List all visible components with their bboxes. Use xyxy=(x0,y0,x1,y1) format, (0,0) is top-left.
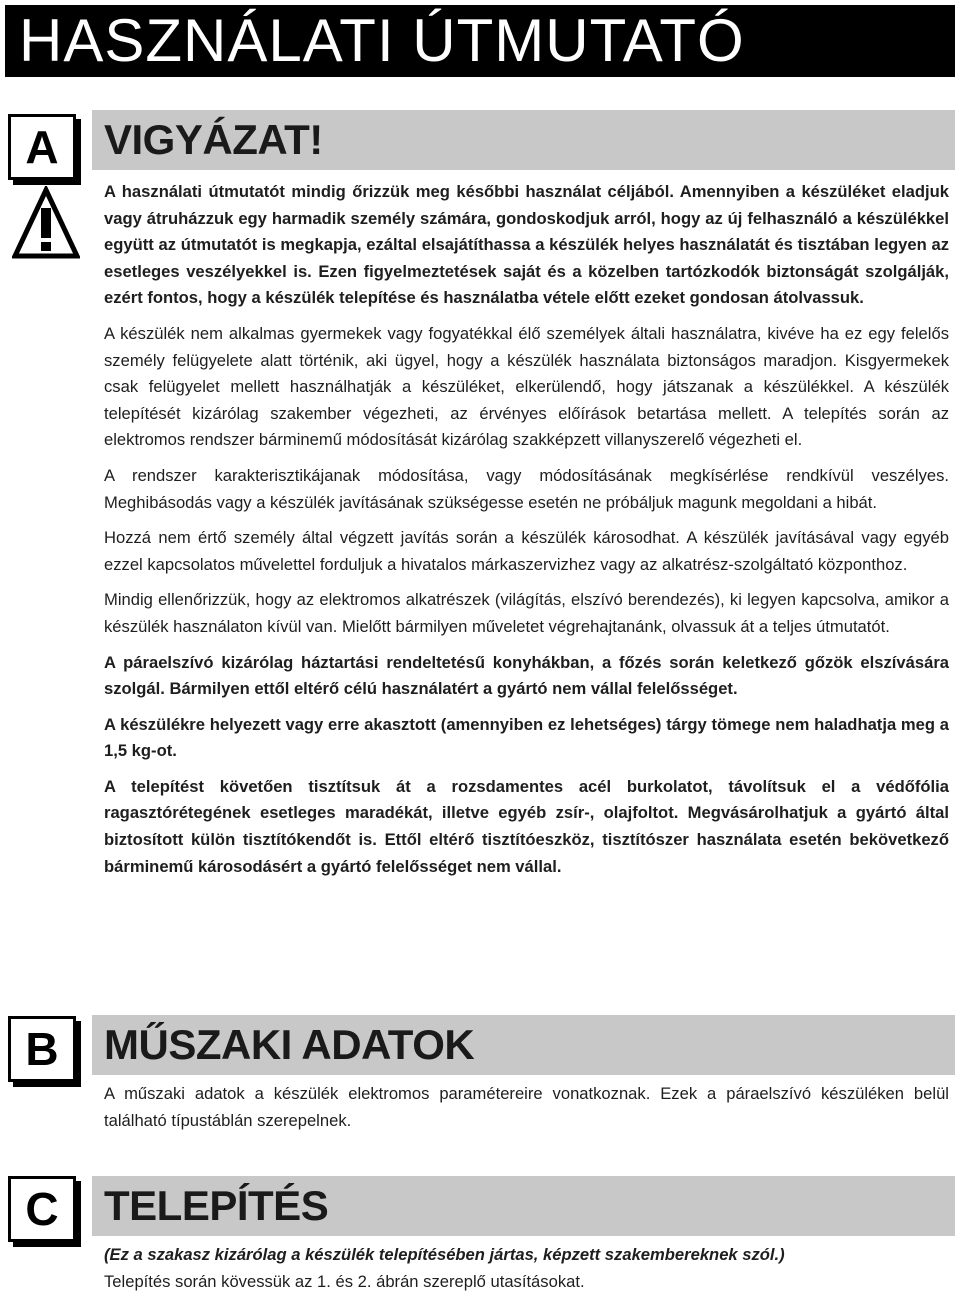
section-c-body xyxy=(104,1242,949,1304)
section-b-body xyxy=(104,1081,949,1143)
section-a-title: VIGYÁZAT! xyxy=(104,116,323,163)
section-b-letter: B xyxy=(8,1016,76,1082)
warning-triangle-icon xyxy=(12,186,80,260)
section-b-title: MŰSZAKI ADATOK xyxy=(104,1021,475,1068)
warning-paragraph: A készülékre helyezett vagy erre akasztott (amennyiben ez lehetséges) tárgy tömege nem haladhatja meg a 1,5 kg-ot. xyxy=(104,714,949,761)
section-c-title: TELEPÍTÉS xyxy=(104,1182,329,1229)
document-title-bar xyxy=(5,5,955,77)
warning-paragraph: A telepítést követően tisztítsuk át a rozsdamentes acél burkolatot, távolítsuk el a védőfólia ragasztórétegének esetleges maradékát, illetve egyéb zsír-, olajfoltot. Megvásárolhatjuk a gyártó által biztosított külön tisztítókendőt is. Ettől eltérő tisztítóeszköz, tisztítószer használata esetén bekövetkező bárminemű károsodásért a gyártó felelősséget nem vállal. xyxy=(104,776,949,876)
warning-paragraph: Mindig ellenőrizzük, hogy az elektromos alkatrészek (világítás, elszívó berendezés), ki legyen kapcsolva, amikor a készülék használaton kívül van. Mielőtt bármilyen műveletet végrehajtanánk, olvassuk át a teljes útmutatót. xyxy=(104,590,949,636)
section-a-letter: A xyxy=(8,114,76,180)
section-c-header xyxy=(92,1176,955,1236)
document-title: HASZNÁLATI ÚTMUTATÓ xyxy=(19,7,745,74)
installation-note: (Ez a szakasz kizárólag a készülék telepítésében jártas, képzett szakembereknek szól.) xyxy=(104,1245,785,1264)
warning-paragraph: A rendszer karakterisztikájanak módosítása, vagy módosításának megkísérlése rendkívül veszélyes. Meghibásodás vagy a készülék javításának szükségesse esetén ne próbáljuk magunk megoldani a hibát. xyxy=(104,465,949,512)
section-a-body xyxy=(104,179,949,889)
installation-paragraph: Telepítés során kövessük az 1. és 2. ábrán szereplő utasításokat. xyxy=(104,1271,585,1291)
warning-paragraph: A használati útmutatót mindig őrizzük meg későbbi használat céljából. Amennyiben a készüléket eladjuk vagy átruházzuk egy harmadik személy számára, gondoskodjuk arról, hogy az új felhasználó a készülékkel együtt az útmutatót is megkapja, ezáltal elsajátíthassa a készülék helyes használatát és tisztában legyen az esetleges veszélyekkel is. Ezen figyelmeztetések saját és a közelben tartózkodók biztonságát szolgálják, ezért fontos, hogy a készülék telepítése és használatba vétele előtt ezeket gondosan átolvassuk. xyxy=(104,182,949,308)
section-b-header xyxy=(92,1015,955,1075)
technical-data-paragraph: A műszaki adatok a készülék elektromos paramétereire vonatkoznak. Ezek a páraelszívó készüléken belül található típustáblán szerepelnek. xyxy=(104,1084,949,1130)
section-c-letter: C xyxy=(8,1176,76,1242)
warning-paragraph: A páraelszívó kizárólag háztartási rendeltetésű konyhákban, a főzés során keletkező gőzök elszívására szolgál. Bármilyen ettől eltérő célú használatért a gyártó nem vállal felelősséget. xyxy=(104,652,949,699)
warning-paragraph: A készülék nem alkalmas gyermekek vagy fogyatékkal élő személyek általi használatra, kivéve ha ez egy felelős személy felügyelete alatt történik, aki ügyel, hogy a készülék használata biztonságos maradjon. Kisgyermekek csak felügyelet mellett használhatják a készüléket, elkerülendő, hogy játszanak a készülékkel. A készülék telepítését kizárólag szakember végezheti, az érvényes előírások betartása mellett. A telepítés során az elektromos rendszer bárminemű módosítását kizárólag szakképzett villanyszerelő végezheti el. xyxy=(104,323,949,450)
warning-paragraph: Hozzá nem értő személy által végzett javítás során a készülék károsodhat. A készülék javításával vagy egyéb ezzel kapcsolatos művelettel forduljuk a hivatalos márkaszervizhez vagy az alkatrész-szolgáltató központhoz. xyxy=(104,528,949,574)
section-a-header xyxy=(92,110,955,170)
